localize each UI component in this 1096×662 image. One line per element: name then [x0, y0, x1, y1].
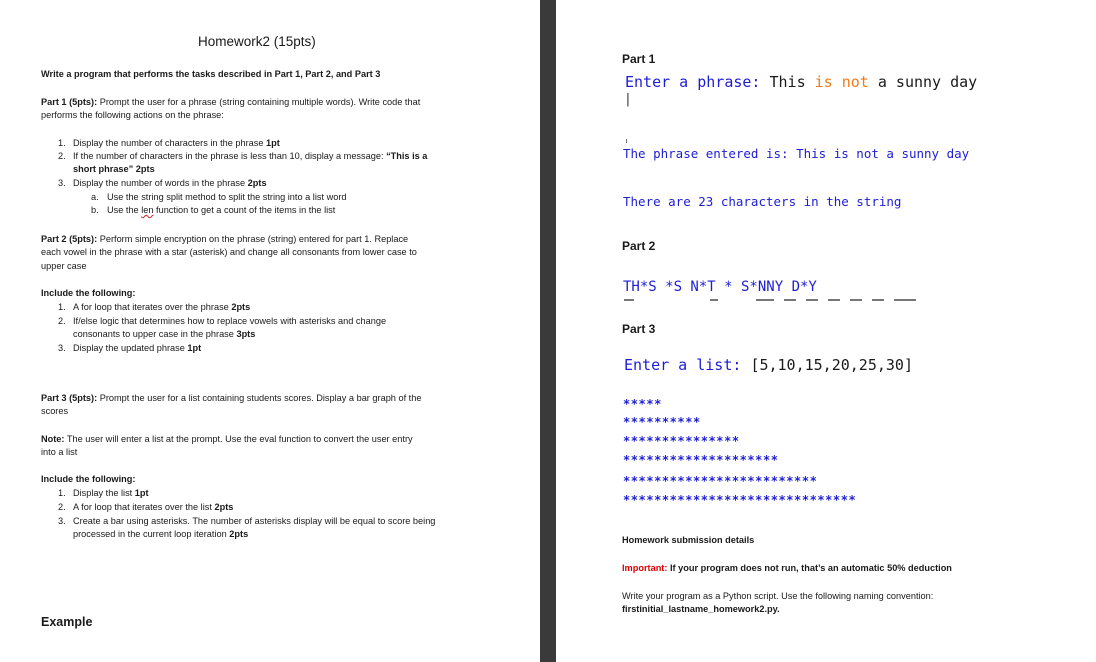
bar-row: ********** [623, 415, 701, 429]
list-item: 3. Create a bar using asterisks. The number of asterisks display will be equal to score being [58, 516, 436, 526]
important-line: Important: If your program does not run, that’s an automatic 50% deduction [622, 563, 952, 573]
page-title: Homework2 (15pts) [198, 34, 316, 49]
spellcheck-word: len [141, 205, 154, 215]
bar-row: ****************************** [623, 493, 857, 507]
prompt-label: Enter a phrase: [625, 73, 770, 91]
cursor-mark [626, 139, 627, 143]
clipped-text [806, 299, 818, 301]
clipped-text [894, 299, 916, 301]
bar-row: ***** [623, 397, 662, 411]
char-count-output: There are 23 characters in the string [623, 194, 902, 209]
list-item: 2. If the number of characters in the phrase is less than 10, display a message: “This is a [58, 151, 428, 161]
submission-heading: Homework submission details [622, 535, 755, 545]
part2-heading: Part 2 (5pts): [41, 234, 98, 244]
list-item: 2. If/else logic that determines how to replace vowels with asterisks and change [58, 316, 387, 326]
example-heading: Example [41, 615, 93, 629]
part1-label: Part 1 [622, 52, 656, 66]
keyword-highlight: is not [814, 73, 869, 91]
part2-description: Part 2 (5pts): Perform simple encryption on the phrase (string) entered for part 1. Replace [41, 234, 409, 244]
page-divider [540, 0, 556, 662]
sub-list-item: a. Use the string split method to split the string into a list word [91, 192, 347, 202]
clipped-text [828, 299, 840, 301]
list-item: 1. A for loop that iterates over the phrase 2pts [58, 302, 251, 312]
part2-include-heading: Include the following: [41, 288, 136, 298]
part3-description: Part 3 (5pts): Prompt the user for a list containing students scores. Display a bar graph of the [41, 393, 422, 403]
phrase-prompt-line: Enter a phrase: This is not a sunny day [625, 73, 978, 91]
list-item: 2. A for loop that iterates over the list 2pts [58, 502, 234, 512]
list-item-cont: short phrase” 2pts [73, 164, 155, 174]
part1-description: Part 1 (5pts): Prompt the user for a phrase (string containing multiple words). Write code that [41, 97, 421, 107]
part2-description-cont: each vowel in the phrase with a star (asterisk) and change all consonants from lower case to [41, 247, 417, 257]
list-item-cont: processed in the current loop iteration 2pts [73, 529, 249, 539]
part3-label: Part 3 [622, 322, 656, 336]
text-cursor: | [624, 92, 632, 107]
clipped-text [756, 299, 774, 301]
note-text-cont: into a list [41, 447, 78, 457]
part3-description-cont: scores [41, 406, 69, 416]
encrypted-output: TH*S *S N*T * S*NNY D*Y [623, 279, 817, 295]
important-label: Important: [622, 563, 668, 573]
part3-include-heading: Include the following: [41, 474, 136, 484]
part2-description-cont: upper case [41, 261, 87, 271]
clipped-text [784, 299, 796, 301]
list-item: 1. Display the number of characters in the phrase 1pt [58, 138, 280, 148]
list-item: 1. Display the list 1pt [58, 488, 149, 498]
part1-heading: Part 1 (5pts): [41, 97, 98, 107]
sub-list-item: b. Use the len function to get a count of the items in the list [91, 205, 336, 215]
clipped-text [710, 299, 718, 301]
clipped-text [624, 299, 634, 301]
clipped-text [850, 299, 862, 301]
part2-label: Part 2 [622, 239, 656, 253]
list-item: 3. Display the updated phrase 1pt [58, 343, 202, 353]
part3-heading: Part 3 (5pts): [41, 393, 98, 403]
write-instruction: Write your program as a Python script. Use the following naming convention: [622, 591, 934, 601]
list-prompt-label: Enter a list: [624, 356, 751, 374]
list-prompt-line [624, 356, 913, 374]
intro-text: Write a program that performs the tasks described in Part 1, Part 2, and Part 3 [41, 69, 381, 79]
part1-description-cont: performs the following actions on the phrase: [41, 110, 224, 120]
note-label: Note: [41, 434, 65, 444]
phrase-output: The phrase entered is: This is not a sunny day [623, 146, 970, 161]
filename-convention: firstinitial_lastname_homework2.py. [622, 604, 780, 614]
list-item-cont: consonants to upper case in the phrase 3pts [73, 329, 256, 339]
clipped-text [872, 299, 884, 301]
right-document-page [556, 0, 1096, 662]
bar-row: ******************** [623, 453, 779, 467]
list-value: [5,10,15,20,25,30] [750, 356, 913, 374]
left-document-page [0, 0, 540, 662]
note-text: Note: The user will enter a list at the prompt. Use the eval function to convert the user entry [41, 434, 413, 444]
list-item: 3. Display the number of words in the phrase 2pts [58, 178, 267, 188]
bar-row: ************************* [623, 474, 818, 488]
bar-row: *************** [623, 434, 740, 448]
